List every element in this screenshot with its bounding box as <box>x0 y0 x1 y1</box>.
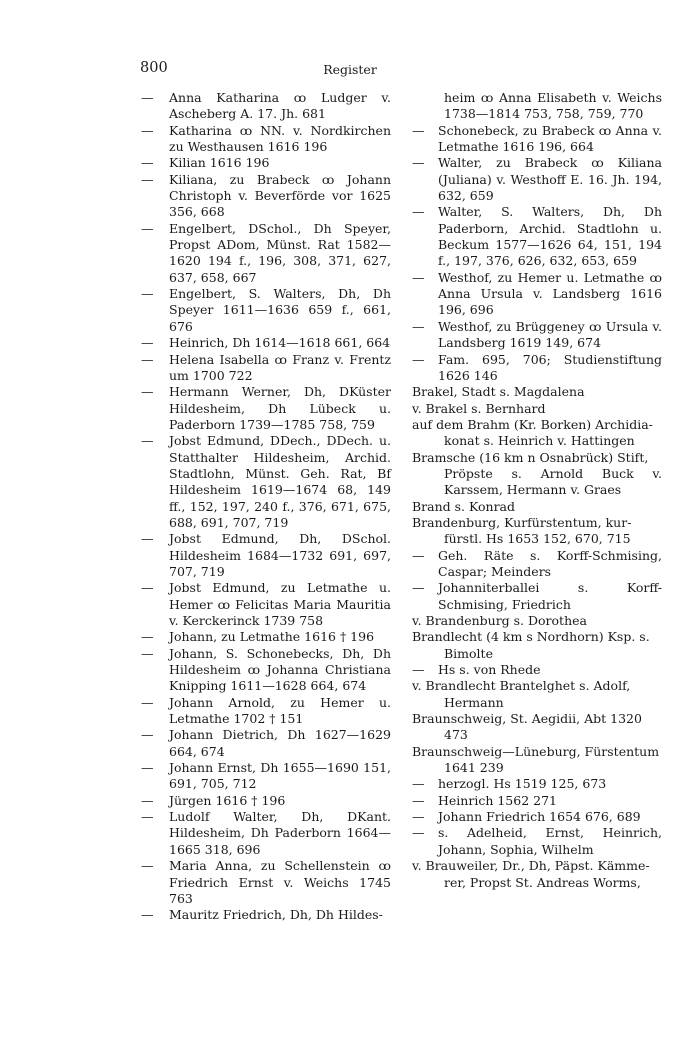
index-entry: — Johann, S. Schonebecks, Dh, Dh Hildesheim ꝏ Johanna Christiana Knipping 1611—1628 664, 674 <box>141 646 391 695</box>
index-entry: heim ꝏ Anna Elisabeth v. Weichs 1738—1814 753, 758, 759, 770 <box>444 90 662 122</box>
index-entry-continuation: 1641 239 <box>444 760 504 776</box>
right-column <box>412 90 662 891</box>
index-entry-heading: Braunschweig, St. Aegidii, Abt 1320 <box>412 711 642 727</box>
index-entry <box>412 858 662 891</box>
index-entry <box>412 401 662 417</box>
index-entry: — Heinrich 1562 271 <box>412 793 662 809</box>
index-entry: — Jobst Edmund, DDech., DDech. u. Statthalter Hildesheim, Archid. Stadtlohn, Münst. Geh. Rat, Bf Hildesheim 1619—1674 68, 149 ff., 152, 197, 240 f., 376, 671, 675, 688, 691, 707, 719 <box>141 433 391 531</box>
index-entry <box>412 613 662 629</box>
index-entry <box>412 515 662 548</box>
index-entry: — Westhof, zu Hemer u. Letmathe ꝏ Anna Ursula v. Landsberg 1616 196, 696 <box>412 270 662 319</box>
index-entry: — Mauritz Friedrich, Dh, Dh Hildes- <box>141 907 391 923</box>
index-entry: — Jobst Edmund, Dh, DSchol. Hildesheim 1684—1732 691, 697, 707, 719 <box>141 531 391 580</box>
index-entry: — Walter, S. Walters, Dh, Dh Paderborn, Archid. Stadtlohn u. Beckum 1577—1626 64, 151, 194 f., 197, 376, 626, 632, 653, 659 <box>412 204 662 269</box>
index-entry-continuation: fürstl. Hs 1653 152, 670, 715 <box>444 531 631 547</box>
index-entry-continuation: Hermann <box>444 694 504 710</box>
index-entry <box>412 678 662 711</box>
index-entry: — Kiliana, zu Brabeck ꝏ Johann Christoph v. Beverförde vor 1625 356, 668 <box>141 172 391 221</box>
index-entry-heading: Brand s. Konrad <box>412 498 516 514</box>
index-entry <box>412 744 662 777</box>
index-entry: — Johann Dietrich, Dh 1627—1629 664, 674 <box>141 727 391 760</box>
index-entry: — Heinrich, Dh 1614—1618 661, 664 <box>141 335 391 351</box>
running-head: Register <box>323 62 377 77</box>
index-entry: — Maria Anna, zu Schellenstein ꝏ Friedrich Ernst v. Weichs 1745 763 <box>141 858 391 907</box>
index-entry: — Geh. Räte s. Korff-Schmising, Caspar; Meinders <box>412 548 662 581</box>
index-entry-heading: auf dem Brahm (Kr. Borken) Archidia- <box>412 416 653 432</box>
index-entry-heading: v. Brauweiler, Dr., Dh, Päpst. Kämme- <box>412 858 650 874</box>
page-number: 800 <box>140 60 168 76</box>
index-entry-continuation: rer, Propst St. Andreas Worms, <box>444 874 641 890</box>
left-column <box>141 90 391 924</box>
index-entry: — Walter, zu Brabeck ꝏ Kiliana (Juliana) v. Westhoff E. 16. Jh. 194, 632, 659 <box>412 155 662 204</box>
index-entry: — Johann Ernst, Dh 1655—1690 151, 691, 705, 712 <box>141 760 391 793</box>
index-entry: — Jürgen 1616 † 196 <box>141 793 391 809</box>
index-entry-heading: Brandlecht (4 km s Nordhorn) Ksp. s. <box>412 629 650 645</box>
index-entry: — Katharina ꝏ NN. v. Nordkirchen zu Westhausen 1616 196 <box>141 123 391 156</box>
index-entry-continuation: Bimolte <box>444 645 493 661</box>
index-entry-continuation: 473 <box>444 727 468 743</box>
index-entry: — Johann, zu Letmathe 1616 † 196 <box>141 629 391 645</box>
index-entry-heading: v. Brandenburg s. Dorothea <box>412 613 587 628</box>
index-entry-heading: Brakel, Stadt s. Magdalena <box>412 384 585 400</box>
index-entry-heading: Braunschweig—Lüneburg, Fürstentum <box>412 743 660 759</box>
index-entry <box>412 711 662 744</box>
index-entry-heading: v. Brakel s. Bernhard <box>412 400 546 416</box>
index-entry-heading: Bramsche (16 km n Osnabrück) Stift, <box>412 449 649 465</box>
index-entry <box>412 629 662 662</box>
index-entry: — Johann Friedrich 1654 676, 689 <box>412 809 662 825</box>
index-entry-continuation: konat s. Heinrich v. Hattingen <box>444 433 635 449</box>
index-entry: — Westhof, zu Brüggeney ꝏ Ursula v. Landsberg 1619 149, 674 <box>412 319 662 352</box>
index-entry: — Engelbert, S. Walters, Dh, Dh Speyer 1611—1636 659 f., 661, 676 <box>141 286 391 335</box>
index-entry-continuation: Pröpste s. Arnold Buck v. Karssem, Hermann v. Graes <box>444 465 662 498</box>
index-entry: — herzogl. Hs 1519 125, 673 <box>412 776 662 792</box>
index-entry: — Ludolf Walter, Dh, DKant. Hildesheim, Dh Paderborn 1664—1665 318, 696 <box>141 809 391 858</box>
index-entry: — Hermann Werner, Dh, DKüster Hildesheim, Dh Lübeck u. Paderborn 1739—1785 758, 759 <box>141 384 391 433</box>
index-entry: — Helena Isabella ꝏ Franz v. Frentz um 1700 722 <box>141 352 391 385</box>
index-entry: — Anna Katharina ꝏ Ludger v. Ascheberg A. 17. Jh. 681 <box>141 90 391 123</box>
index-entry: — Hs s. von Rhede <box>412 662 662 678</box>
index-entry: — s. Adelheid, Ernst, Heinrich, Johann, Sophia, Wilhelm <box>412 825 662 858</box>
index-entry-heading: v. Brandlecht Brantelghet s. Adolf, <box>412 678 631 694</box>
index-entry <box>412 499 662 515</box>
index-entry: — Johann Arnold, zu Hemer u. Letmathe 1702 † 151 <box>141 695 391 728</box>
index-entry: — Jobst Edmund, zu Letmathe u. Hemer ꝏ Felicitas Maria Mauritia v. Kerckerinck 1739 758 <box>141 580 391 629</box>
index-entry: — Johanniterballei s. Korff-Schmising, Friedrich <box>412 580 662 613</box>
index-entry: — Fam. 695, 706; Studienstiftung 1626 146 <box>412 352 662 385</box>
index-entry <box>412 417 662 450</box>
index-entry-heading: Brandenburg, Kurfürstentum, kur- <box>412 514 632 530</box>
index-entry: — Kilian 1616 196 <box>141 155 391 171</box>
index-entry <box>412 384 662 400</box>
index-entry: — Engelbert, DSchol., Dh Speyer, Propst ADom, Münst. Rat 1582—1620 194 f., 196, 308, 371, 627, 637, 658, 667 <box>141 221 391 286</box>
index-entry: — Schonebeck, zu Brabeck ꝏ Anna v. Letmathe 1616 196, 664 <box>412 123 662 156</box>
index-entry <box>412 450 662 499</box>
